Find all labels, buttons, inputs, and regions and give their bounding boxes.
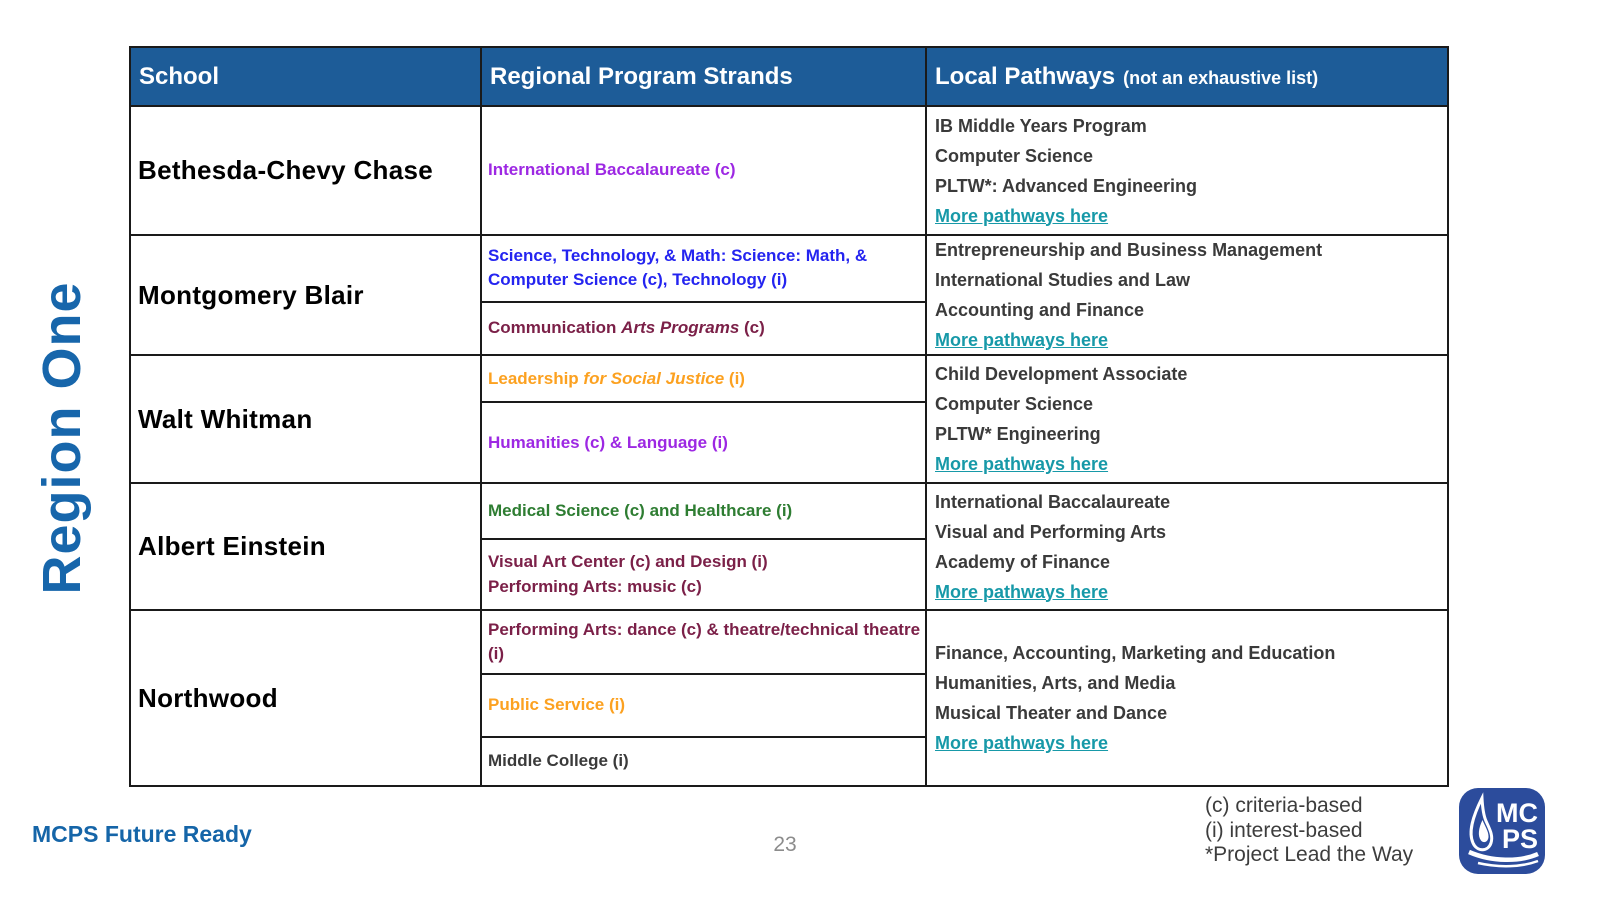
pathway-list: Child Development Associate Computer Science PLTW* Engineering: [935, 364, 1188, 444]
strand-item: Communication Arts Programs (c): [482, 301, 925, 354]
more-pathways-link[interactable]: More pathways here: [935, 205, 1109, 226]
header-pathways: [927, 48, 1447, 105]
strands-cell: [482, 356, 927, 482]
table-row: [131, 609, 1447, 785]
strand-item: Humanities (c) & Language (i): [482, 401, 925, 482]
strand-item: Performing Arts: dance (c) & theatre/technical theatre (i): [488, 619, 921, 664]
pathways-cell: [927, 356, 1447, 482]
pathways-cell: [927, 236, 1447, 354]
strand-item: International Baccalaureate (c): [488, 160, 736, 180]
logo-text-mc: MC: [1496, 798, 1538, 828]
more-pathways-link[interactable]: More pathways here: [935, 581, 1109, 602]
header-pathways-title: Local Pathways: [935, 62, 1116, 90]
school-name: Montgomery Blair: [131, 236, 482, 354]
pathway-list: Finance, Accounting, Marketing and Education Humanities, Arts, and Media Musical Theater and Dance: [935, 643, 1336, 723]
pathway-list: Entrepreneurship and Business Management International Studies and Law Accounting and Finance: [935, 240, 1323, 320]
strand-item: Public Service (i): [482, 673, 925, 735]
table-row: [131, 482, 1447, 609]
more-pathways-link[interactable]: More pathways here: [935, 330, 1109, 350]
strands-cell: [482, 107, 927, 234]
mcps-logo: [1458, 786, 1546, 876]
strand-item: Visual Art Center (c) and Design (i) Performing Arts: music (c): [482, 538, 925, 609]
table-row: [131, 354, 1447, 482]
footer-brand: MCPS Future Ready: [32, 821, 252, 847]
strands-cell: [482, 611, 927, 785]
region-label: Region One: [32, 281, 92, 595]
table-row: [131, 234, 1447, 354]
more-pathways-link[interactable]: More pathways here: [935, 733, 1109, 753]
strand-item: Science, Technology, & Math: Science: Math, & Computer Science (c), Technology (i): [488, 246, 868, 290]
pathways-cell: [927, 107, 1447, 234]
school-name: Bethesda-Chevy Chase: [131, 107, 482, 234]
strand-item: Leadership for Social Justice (i): [488, 368, 745, 388]
header-strands: Regional Program Strands: [482, 48, 927, 105]
strands-cell: [482, 484, 927, 609]
school-name: Northwood: [131, 611, 482, 785]
more-pathways-link[interactable]: More pathways here: [935, 454, 1109, 474]
strands-cell: [482, 236, 927, 354]
page-number: 23: [773, 833, 797, 856]
pathways-cell: [927, 611, 1447, 785]
strand-item: Middle College (i): [482, 736, 925, 785]
header-pathways-note: (not an exhaustive list): [1123, 67, 1319, 88]
pathway-list: IB Middle Years Program Computer Science PLTW*: Advanced Engineering: [935, 115, 1198, 196]
header-school: School: [131, 48, 482, 105]
strand-item: Medical Science (c) and Healthcare (i): [488, 500, 793, 520]
school-name: Albert Einstein: [131, 484, 482, 609]
table-row: [131, 105, 1447, 234]
table-header-row: [131, 48, 1447, 105]
region-schools-table: [129, 46, 1449, 787]
pathway-list: International Baccalaureate Visual and Performing Arts Academy of Finance: [935, 491, 1171, 572]
pathways-cell: [927, 484, 1447, 609]
school-name: Walt Whitman: [131, 356, 482, 482]
logo-text-ps: PS: [1502, 824, 1539, 854]
legend: (c) criteria-based (i) interest-based *Project Lead the Way: [1205, 794, 1414, 866]
